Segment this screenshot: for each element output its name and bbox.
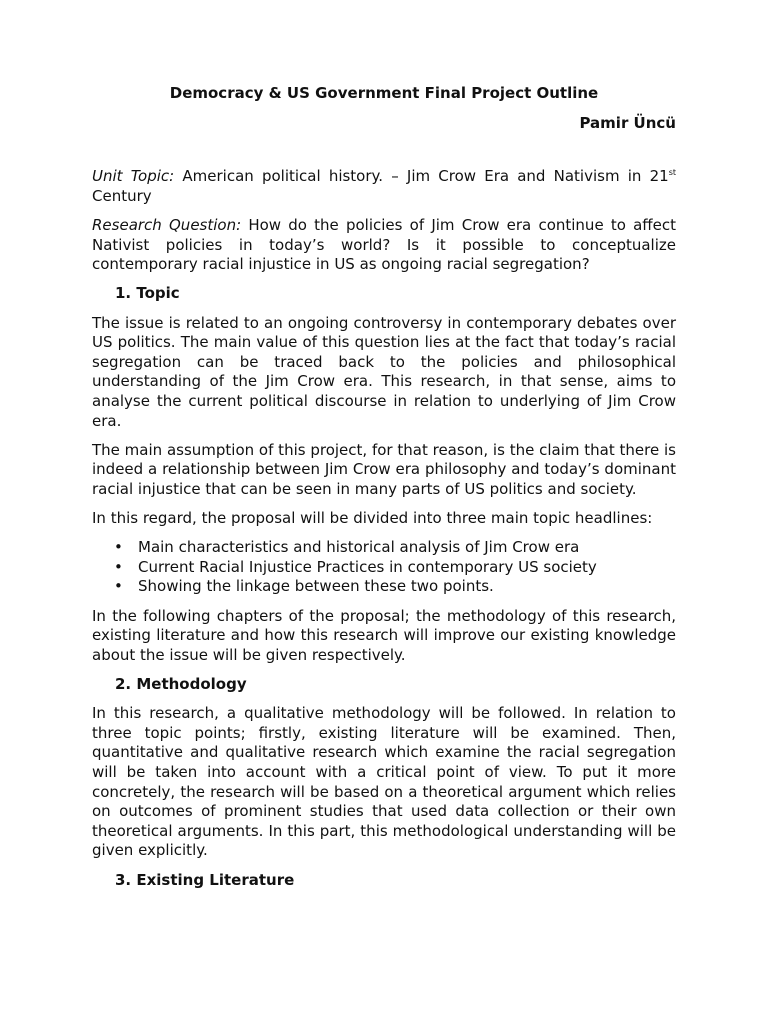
bullet-icon: • <box>114 557 123 576</box>
topic-paragraph-2: The main assumption of this project, for that reason, is the claim that there is indeed a relationship between Jim Crow era philosophy and today’s dominant racial injustice that can be seen in many parts of US politics and society. <box>92 440 676 498</box>
topic-closing-paragraph: In the following chapters of the proposal; the methodology of this research, existing literature and how this research will improve our existing knowledge about the issue will be given respectively. <box>92 606 676 664</box>
topic-paragraph-1: The issue is related to an ongoing controversy in contemporary debates over US politics. The main value of this question lies at the fact that today’s racial segregation can be traced back to the policies and philosophical understanding of the Jim Crow era. This research, in that sense, aims to analyse the current political discourse in relation to underlying of Jim Crow era. <box>92 313 676 430</box>
research-question-label: Research Question: <box>92 215 242 234</box>
document-author: Pamir Üncü <box>579 113 676 132</box>
unit-topic-tail: Century <box>92 186 152 205</box>
research-question-text: How do the policies of Jim Crow era continue to affect Nativist policies in today’s world? Is it possible to conceptualize contemporary racial injustice in US as ongoing racial segregation? <box>92 215 677 274</box>
bullet-icon: • <box>114 538 123 557</box>
unit-topic-paragraph <box>92 167 676 206</box>
topic-bullet-list <box>92 538 676 597</box>
research-question-paragraph <box>92 216 676 275</box>
section-heading-topic: 1. Topic <box>115 284 180 303</box>
document-title: Democracy & US Government Final Project Outline <box>169 84 599 102</box>
topic-paragraph-3: In this regard, the proposal will be divided into three main topic headlines: <box>92 509 653 528</box>
list-item <box>92 577 676 597</box>
bullet-text: Current Racial Injustice Practices in contemporary US society <box>138 557 597 576</box>
unit-topic-text: American political history. – Jim Crow Era and Nativism in 21 <box>174 167 669 186</box>
bullet-icon: • <box>114 577 123 596</box>
bullet-text: Showing the linkage between these two points. <box>138 577 494 596</box>
list-item <box>92 558 676 578</box>
unit-topic-superscript: st <box>668 168 677 178</box>
bullet-text: Main characteristics and historical analysis of Jim Crow era <box>138 538 580 557</box>
section-heading-methodology: 2. Methodology <box>115 675 247 693</box>
unit-topic-label: Unit Topic: <box>92 167 175 186</box>
list-item <box>92 538 676 558</box>
methodology-paragraph: In this research, a qualitative methodology will be followed. In relation to three topic points; firstly, existing literature will be examined. Then, quantitative and qualitative research which examine the racial segregation will be taken into account with a critical point of view. To put it more concretely, the research will be based on a theoretical argument which relies on outcomes of prominent studies that used data collection or their own theoretical arguments. In this part, this methodological understanding will be given explicitly. <box>92 704 676 860</box>
section-heading-existing-literature: 3. Existing Literature <box>115 870 295 889</box>
